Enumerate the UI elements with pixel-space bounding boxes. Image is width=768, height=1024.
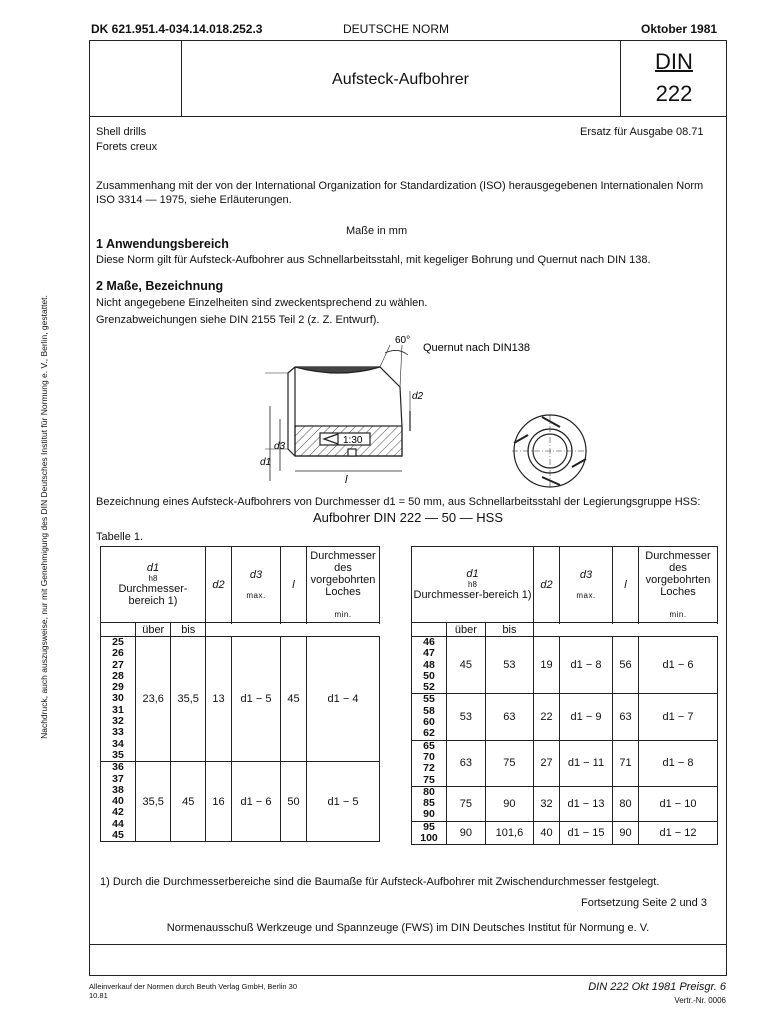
- left-cell-d3: d1 − 6: [232, 762, 281, 842]
- left-diameter: 35: [112, 748, 124, 761]
- right-subhead-bis: bis: [485, 623, 533, 637]
- right-subhead-ueber: über: [447, 623, 486, 637]
- right-cell-d2: 22: [534, 694, 560, 740]
- head-range-r: Durchmesser-bereich 1): [413, 589, 532, 601]
- section2-line1: Nicht angegebene Einzelheiten sind zweckentsprechend zu wählen.: [96, 297, 428, 309]
- right-cell-l: 63: [613, 694, 639, 740]
- right-cell-bis: 90: [485, 786, 533, 821]
- left-diameter: 33: [112, 726, 124, 739]
- right-diameter: 95: [423, 820, 435, 833]
- head-min: min.: [334, 610, 352, 619]
- right-diameter: 55: [423, 693, 435, 706]
- vertr-nr: Vertr.-Nr. 0006: [674, 996, 726, 1005]
- right-cell-ueber: 53: [447, 694, 486, 740]
- right-cell-ueber: 90: [447, 821, 486, 845]
- english-title: Shell drills: [96, 126, 147, 138]
- left-cell-d2: 16: [206, 762, 232, 842]
- table-label: Tabelle 1.: [96, 531, 144, 543]
- right-cell-ueber: 45: [447, 637, 486, 694]
- shell-drill-drawing: [230, 331, 630, 491]
- right-diameter: 48: [423, 658, 435, 671]
- right-cell-bis: 75: [485, 740, 533, 786]
- left-diameter: 27: [112, 658, 124, 671]
- right-cell-d3: d1 − 9: [560, 694, 613, 740]
- left-subhead-blank: [101, 623, 136, 637]
- right-cell-d3: d1 − 13: [560, 786, 613, 821]
- left-diameter-list: [101, 637, 136, 762]
- left-cell-l: 50: [281, 762, 307, 842]
- taper-label: 1:30: [343, 435, 363, 446]
- head-h8-r: h8: [468, 580, 477, 589]
- french-title: Forets creux: [96, 141, 158, 153]
- head-hole-cell: [307, 547, 380, 623]
- right-cell-d2: 27: [534, 740, 560, 786]
- right-cell-l: 56: [613, 637, 639, 694]
- head-d3-cell-r: [560, 547, 613, 623]
- head-d2: d2: [206, 547, 232, 623]
- right-diameter: 62: [423, 727, 435, 740]
- left-cell-hole: d1 − 4: [307, 637, 380, 762]
- right-diameter: 72: [423, 762, 435, 775]
- head-hole-cell-r: [639, 547, 718, 623]
- din-number: 222: [655, 81, 693, 106]
- head-d1-group: [101, 547, 206, 623]
- publisher-note: [89, 982, 297, 1000]
- intro-text: Zusammenhang mit der von der International Organization for Standardization (ISO) herausgegebenen Internationalen Norm ISO 3314 — 1975, siehe Erläuterungen.: [96, 180, 704, 206]
- head-d2-r: d2: [534, 547, 560, 623]
- right-diameter-list: [412, 694, 447, 740]
- left-cell-hole: d1 − 5: [307, 762, 380, 842]
- footnote: 1) Durch die Durchmesserbereiche sind die Baumaße für Aufsteck-Aufbohrer mit Zwischendurchmesser festgelegt.: [100, 876, 660, 888]
- d2-label: d2: [412, 391, 424, 402]
- right-cell-d2: 32: [534, 786, 560, 821]
- head-max-r: max.: [576, 591, 596, 600]
- left-diameter: 36: [112, 761, 124, 774]
- publisher-date: 10.81: [89, 991, 108, 1000]
- right-diameter: 75: [423, 773, 435, 786]
- left-diameter: 44: [112, 817, 124, 830]
- left-diameter: 40: [112, 795, 124, 808]
- right-cell-d2: 40: [534, 821, 560, 845]
- issue-date: Oktober 1981: [641, 22, 718, 36]
- left-diameter: 26: [112, 647, 124, 660]
- right-diameter-list: [412, 786, 447, 821]
- committee-note: Normenausschuß Werkzeuge und Spannzeuge (FWS) im DIN Deutsches Institut für Normung e. V.: [166, 922, 650, 934]
- right-cell-d2: 19: [534, 637, 560, 694]
- right-cell-hole: d1 − 7: [639, 694, 718, 740]
- designation-text: Bezeichnung eines Aufsteck-Aufbohrers von Durchmesser d1 = 50 mm, aus Schnellarbeitsstahl der Legierungsgruppe HSS:: [96, 496, 701, 508]
- right-cell-d3: d1 − 11: [560, 740, 613, 786]
- l-label: l: [345, 474, 348, 486]
- right-diameter: 90: [423, 808, 435, 821]
- right-diameter-list: [412, 637, 447, 694]
- continuation-note: Fortsetzung Seite 2 und 3: [581, 897, 707, 909]
- head-l-r: l: [613, 547, 639, 623]
- head-hole: Durchmesser des vorgebohrten Loches: [310, 550, 376, 598]
- right-diameter: 100: [420, 832, 438, 845]
- right-diameter: 50: [423, 669, 435, 682]
- right-cell-d3: d1 − 15: [560, 821, 613, 845]
- right-cell-d3: d1 − 8: [560, 637, 613, 694]
- right-diameter: 65: [423, 739, 435, 752]
- left-diameter: 42: [112, 806, 124, 819]
- angle-label: 60°: [395, 335, 411, 346]
- right-cell-hole: d1 − 12: [639, 821, 718, 845]
- head-d1-r: d1: [466, 568, 479, 580]
- left-diameter: 38: [112, 783, 124, 796]
- head-max: max.: [246, 591, 266, 600]
- head-min-r: min.: [669, 610, 687, 619]
- right-diameter: 52: [423, 681, 435, 694]
- page-frame: [89, 40, 727, 976]
- right-diameter: 60: [423, 716, 435, 729]
- dimensions-table-right: [411, 546, 718, 845]
- left-diameter-list: [101, 762, 136, 842]
- left-cell-bis: 45: [171, 762, 206, 842]
- quernut-label: Quernut nach DIN138: [423, 342, 531, 354]
- left-diameter: 34: [112, 737, 124, 750]
- right-diameter: 46: [423, 636, 435, 648]
- reprint-notice: Nachdruck, auch auszugsweise, nur mit Genehmigung des DIN Deutsches Institut für Normung e. V., Berlin, gestattet.: [39, 295, 49, 739]
- deutsche-norm-label: DEUTSCHE NORM: [343, 22, 450, 36]
- left-diameter: 37: [112, 772, 124, 785]
- left-cell-ueber: 35,5: [136, 762, 171, 842]
- doc-ref: DIN 222 Okt 1981 Preisgr. 6: [588, 981, 726, 993]
- right-cell-bis: 63: [485, 694, 533, 740]
- right-cell-hole: d1 − 6: [639, 637, 718, 694]
- right-diameter: 85: [423, 797, 435, 810]
- title-divider: [90, 116, 726, 117]
- right-diameter-list: [412, 740, 447, 786]
- right-subhead-blank: [412, 623, 447, 637]
- right-diameter: 47: [423, 647, 435, 660]
- head-hole-r: Durchmesser des vorgebohrten Loches: [645, 550, 711, 598]
- left-cell-d3: d1 − 5: [232, 637, 281, 762]
- left-subhead-ueber: über: [136, 623, 171, 637]
- right-cell-l: 80: [613, 786, 639, 821]
- section1-heading: 1 Anwendungsbereich: [96, 237, 229, 251]
- footer-divider: [90, 944, 726, 945]
- left-diameter: 31: [112, 703, 124, 716]
- head-d1: d1: [146, 562, 160, 574]
- left-cell-bis: 35,5: [171, 637, 206, 762]
- publisher-line: Alleinverkauf der Normen durch Beuth Verlag GmbH, Berlin 30: [89, 982, 298, 991]
- section1-text: Diese Norm gilt für Aufsteck-Aufbohrer aus Schnellarbeitsstahl, mit kegeliger Bohrung und Quernut nach DIN 138.: [96, 254, 651, 266]
- head-d3: d3: [249, 569, 263, 581]
- right-cell-l: 90: [613, 821, 639, 845]
- left-diameter: 28: [112, 669, 124, 682]
- left-diameter: 45: [112, 829, 124, 842]
- left-cell-ueber: 23,6: [136, 637, 171, 762]
- right-diameter: 58: [423, 704, 435, 717]
- din-label: DIN: [655, 49, 693, 74]
- head-range: Durchmesser-bereich 1): [118, 583, 188, 607]
- left-diameter: 32: [112, 715, 124, 728]
- right-cell-bis: 101,6: [485, 821, 533, 845]
- right-cell-l: 71: [613, 740, 639, 786]
- left-subhead-bis: bis: [171, 623, 206, 637]
- head-d1-group-r: [412, 547, 534, 623]
- right-cell-bis: 53: [485, 637, 533, 694]
- designation-code: Aufbohrer DIN 222 — 50 — HSS: [312, 510, 504, 525]
- head-l: l: [281, 547, 307, 623]
- right-cell-hole: d1 − 10: [639, 786, 718, 821]
- left-diameter: 25: [112, 636, 124, 648]
- replaces-note: Ersatz für Ausgabe 08.71: [580, 126, 704, 138]
- head-d3-cell: [232, 547, 281, 623]
- right-cell-ueber: 63: [447, 740, 486, 786]
- head-h8: h8: [148, 574, 158, 583]
- section2-line2: Grenzabweichungen siehe DIN 2155 Teil 2 (z. Z. Entwurf).: [96, 314, 380, 326]
- dk-number: DK 621.951.4-034.14.018.252.3: [91, 22, 263, 36]
- right-diameter: 80: [423, 785, 435, 798]
- units-note: Maße in mm: [346, 225, 408, 237]
- right-diameter-list: [412, 821, 447, 845]
- left-diameter: 30: [112, 692, 124, 705]
- left-diameter: 29: [112, 681, 124, 694]
- right-diameter: 70: [423, 750, 435, 763]
- d3-label: d3: [274, 441, 286, 452]
- left-cell-d2: 13: [206, 637, 232, 762]
- dimensions-table-left: [100, 546, 380, 842]
- left-cell-l: 45: [281, 637, 307, 762]
- document-title: Aufsteck-Aufbohrer: [332, 71, 469, 88]
- right-cell-hole: d1 − 8: [639, 740, 718, 786]
- right-cell-ueber: 75: [447, 786, 486, 821]
- d1-label: d1: [260, 457, 272, 468]
- section2-heading: 2 Maße, Bezeichnung: [96, 279, 224, 293]
- head-d3-r: d3: [579, 569, 593, 581]
